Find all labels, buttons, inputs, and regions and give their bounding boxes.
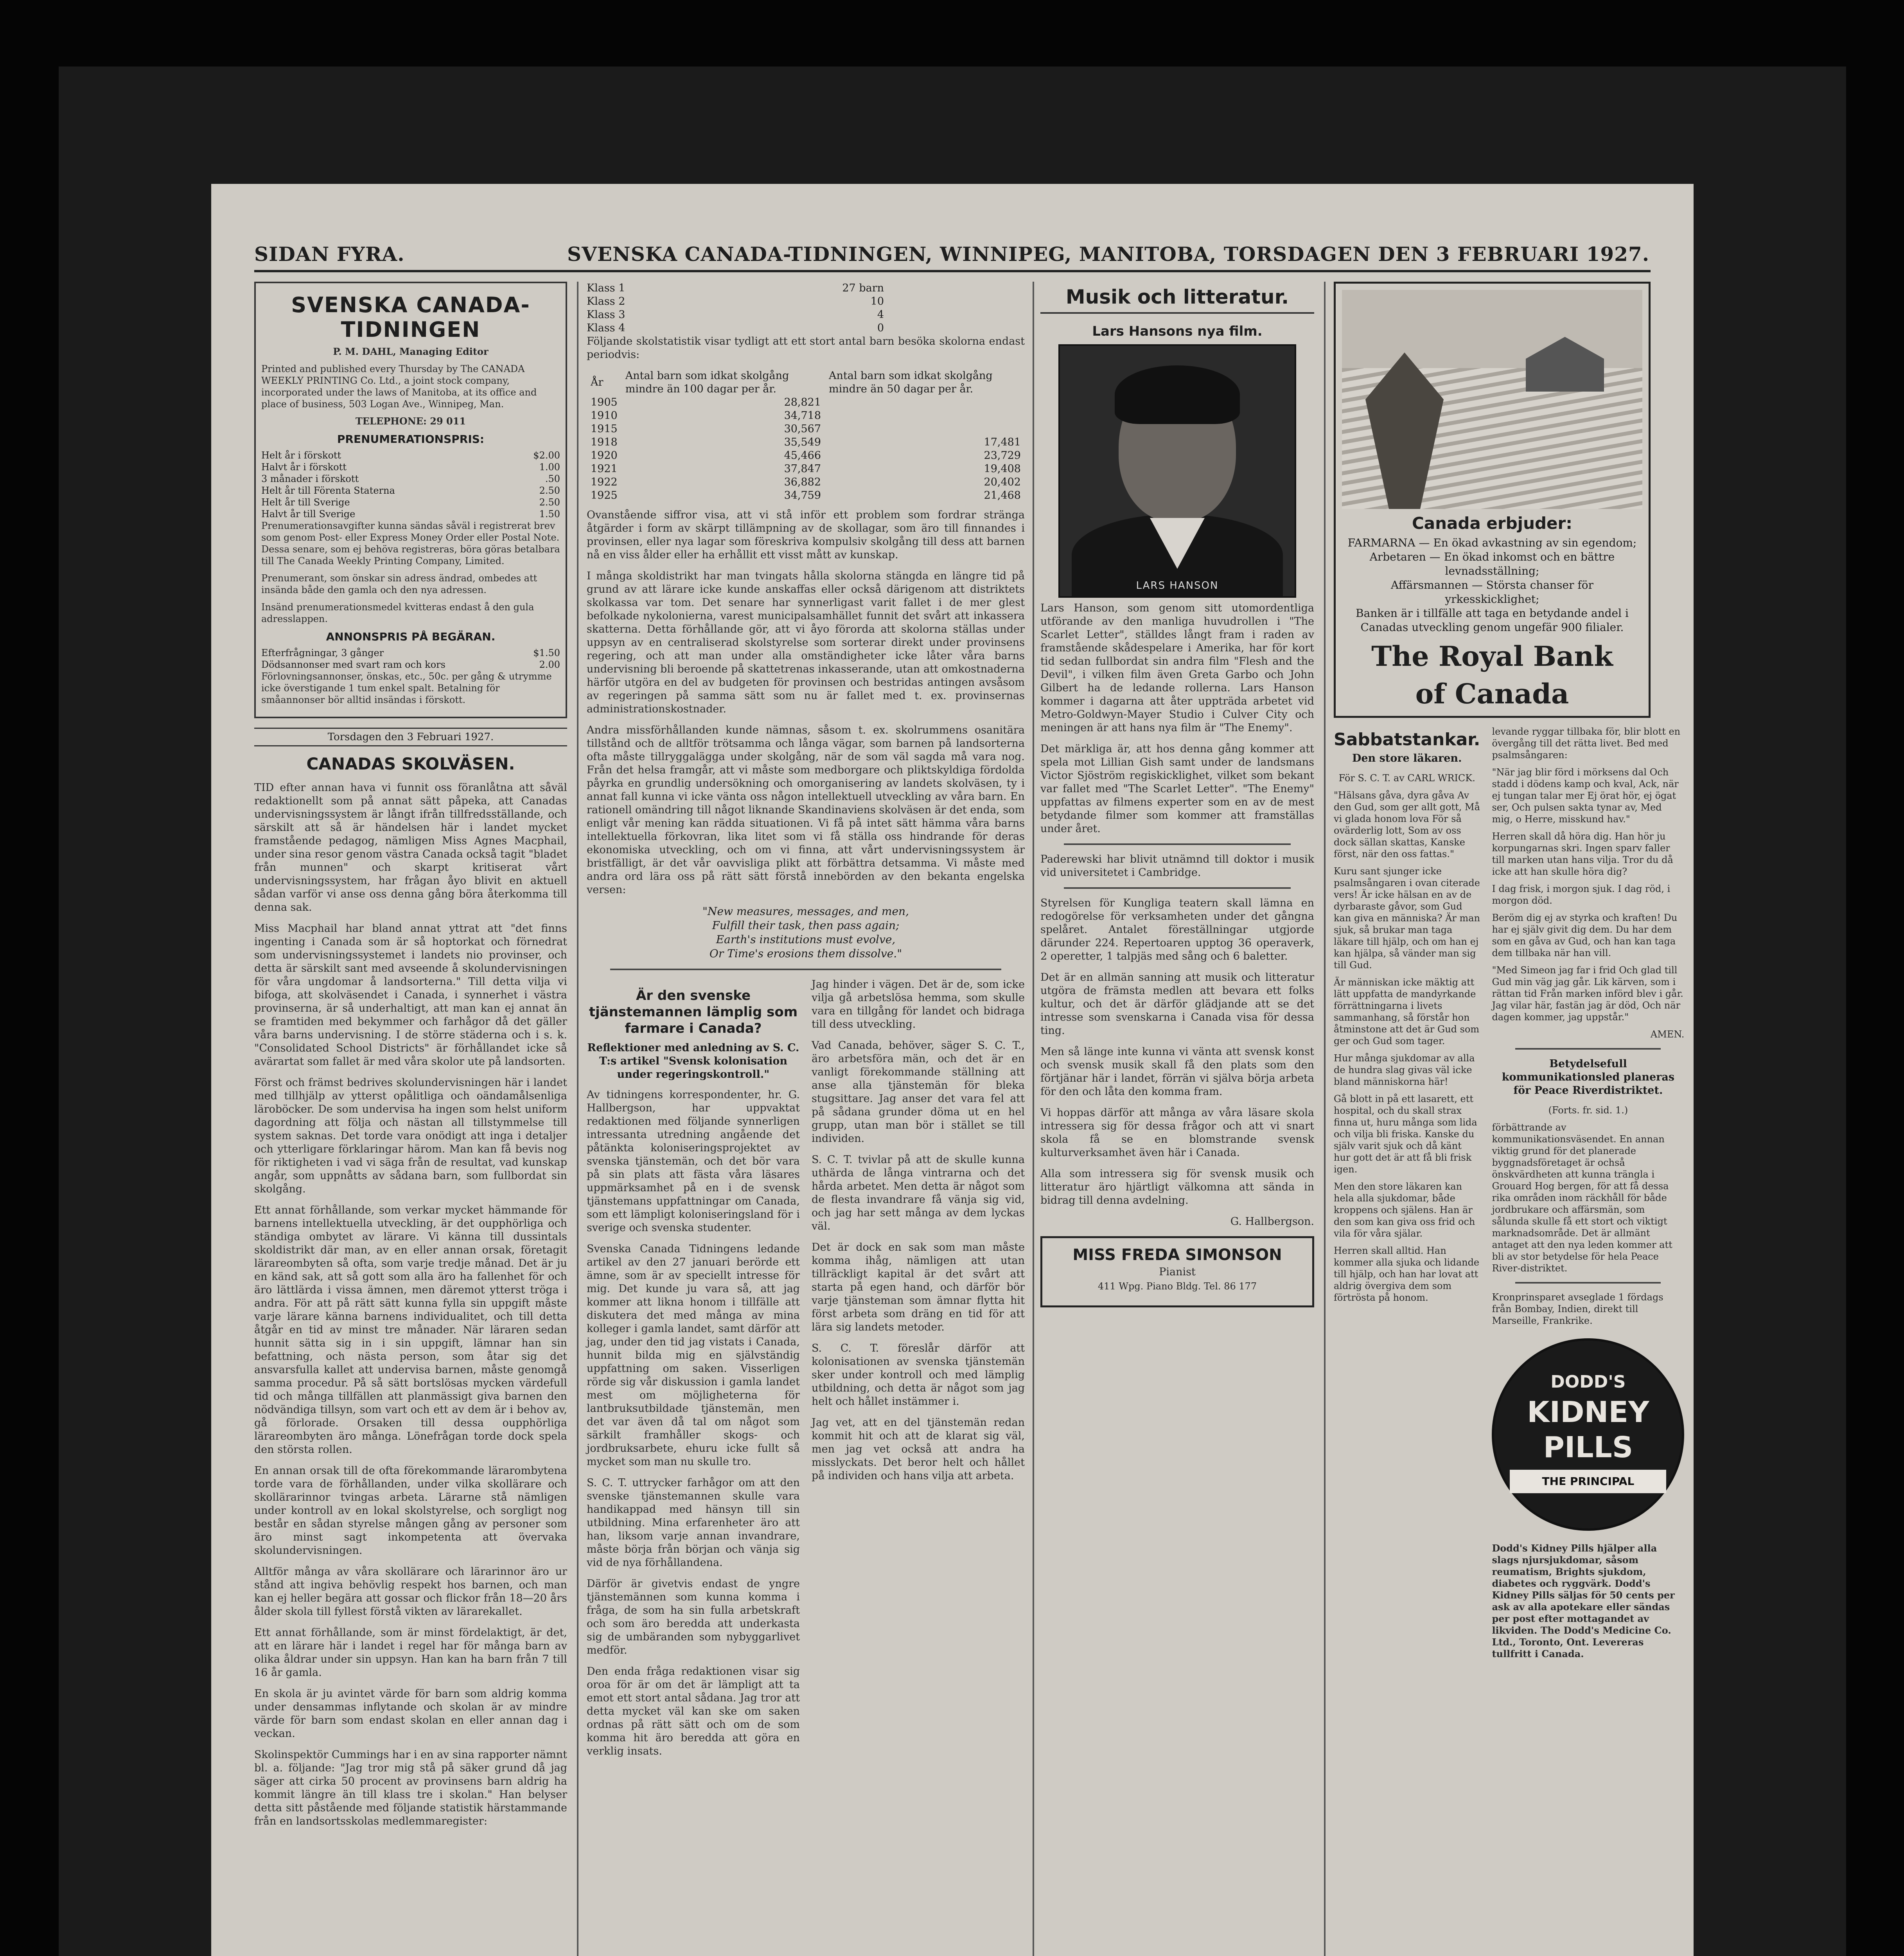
table-cell xyxy=(825,409,1025,422)
article-right-column xyxy=(812,978,1025,1766)
article-paragraph: S. C. T. föreslår därför att kolonisationen av svenska tjänstemän sker under kontroll och med lämplig utbildning, och detta är något som jag helt och hållet instämmer i. xyxy=(812,1342,1025,1408)
article-subheadline: Reflektioner med anledning av S. C. T:s artikel "Svensk kolonisation under regeringskontroll." xyxy=(587,1042,799,1080)
article-paragraph: Är människan icke mäktig att lätt uppfatta de mandyrkande förrättningarna i livets sammanhang, så förstår hon åtminstone att det är Gud som ger och Gud som tager. xyxy=(1334,977,1480,1046)
table-cell: 19,408 xyxy=(984,463,1021,475)
table-cell: 21,468 xyxy=(984,489,1021,502)
ad-name: MISS FREDA SIMONSON xyxy=(1072,1246,1282,1264)
article-paragraph: Skolinspektör Cummings har i en av sina rapporter nämnt bl. a. följande: "Jag tror mig stå på säker grund då jag säger att cirka 50 procent av provinsens barn aldrig ha kommit längre än till klass tre i skolan." Han belyser detta sitt påstående med följande statistik härstammande från en landsortsskolas medlemmaregister: xyxy=(254,1749,567,1827)
price-list xyxy=(261,449,560,520)
article-paragraph: Jag hinder i vägen. Det är de, som icke vilja gå arbetslösa hemma, som skulle vara en tillgång för landet och bidraga till dess utveckling. xyxy=(812,978,1025,1030)
article-paragraph: I dag frisk, i morgon sjuk. I dag röd, i morgon död. xyxy=(1492,883,1670,906)
ad-note: Förlovningsannonser, önskas, etc., 50c. per gång & utrymme icke överstigande 1 tum enkel spalt. Betalning för småannonser bör alltid insändas i förskott. xyxy=(261,671,552,705)
table-row xyxy=(587,476,1025,489)
table-cell: 45,466 xyxy=(784,449,821,462)
article-paragraph: Först och främst bedrives skolundervisningen här i landet med tillhjälp av ytterst opålitliga och oändamålsenliga läroböcker. De som undervisa ha ingen som helst uniform dagordning att följa och nästan all tillstymmelse till system saknas. Det torde vara onödigt att inga i detaljer och ytterligare förklaringar härom. Man kan få bevis nog för riktigheten i vad vi säga från de resultat, vad kunskap angår, som uppnåtts av sådana barn, som fullbordat sin skolgång. xyxy=(254,1077,567,1195)
ad-line: Arbetaren — En ökad inkomst och en bättre levnadsställning; xyxy=(1369,550,1615,577)
article-paragraph: TID efter annan hava vi funnit oss föranlåtna att såväl redaktionellt som på annat sätt påpeka, att Canadas undervisningssystem är långt ifrån tillfredsställande, och särskilt att så är händelsen här i landet mycket framstående pedagog, nämligen Miss Agnes Macphail, under sina resor genom västra Canada också tagit "bladet från munnen" och skarpt kritiserat vårt undervisningssystem, har frågan åyo blivit en aktuell sådan varför vi anse oss denna gång böra återkomma till denna sak. xyxy=(254,782,567,913)
article-headline: Lars Hansons nya film. xyxy=(1092,324,1263,339)
table-cell: 1915 xyxy=(591,423,618,435)
article-paragraph: Kuru sant sjunger icke psalmsångaren i ovan citerade vers! Är icke hälsan en av de dyrbaraste gåvor, som Gud kan giva en människa? Är man sjuk, så brukar man taga läkare till hjälp, och om han ej kan hjälpa, så vänder man sig till Gud. xyxy=(1334,866,1480,971)
article-headline: CANADAS SKOLVÄSEN. xyxy=(306,754,515,773)
article-paragraph: En skola är ju avintet värde för barn som aldrig komma under densammas inflytande och skolan är av mindre värde för barn som endast skolan en eller annan dag i veckan. xyxy=(254,1688,567,1740)
ad-title: Pianist xyxy=(1159,1266,1196,1278)
price-row: Helt år till Sverige 2.50 xyxy=(261,497,560,508)
article-paragraph: Det är dock en sak som man måste komma ihåg, nämligen att utan tillräckligt kapital är det svårt att starta på egen hand, och därför bör varje tjänsteman som ämnar flytta hit först arbeta som dräng en tid för att lära sig landets metoder. xyxy=(812,1241,1025,1333)
price-row: Helt år till Förenta Staterna 2.50 xyxy=(261,485,560,496)
table-cell: 28,821 xyxy=(784,396,821,408)
article-paragraph: S. C. T. tvivlar på att de skulle kunna uthärda de långa vintrarna och det hårda arbetet. Men detta är något som de flesta invandrare få vänja sig vid, och jag har sett många av dem lyckas väl. xyxy=(812,1154,1025,1232)
article-paragraph: förbättrande av kommunikationsväsendet. En annan viktig grund för det planerade byggnadsföretaget är ochså önskvärdheten att kunna trängla i Grouard Hog bergen, för att få dessa rika områden inom räckhåll för både jordbrukare och affärsmän, som sålunda skulle få ett stort och viktigt marknadsområde. Det är allmänt antaget att den nya leden kommer att bli av stor betydelse för hela Peace River-distriktet. xyxy=(1492,1122,1672,1274)
ad-line: Banken är i tillfälle att taga en betydande andel i Canadas utveckling genom ungefär 900 filialer. xyxy=(1356,607,1629,634)
article-paragraph: Vi hoppas därför att många av våra läsare skola intressera sig för dessa frågor och att vi snart skola få se en blomstrande svensk kulturverksamhet även här i Canada. xyxy=(1040,1107,1314,1159)
sabbat-right xyxy=(1492,726,1684,1665)
nameplate-box xyxy=(254,282,567,718)
sabbat-left xyxy=(1334,726,1480,1665)
article-paragraph: Ett annat förhållande, som är minst fördelaktigt, är det, att en lärare här i landet i regel har för många barn av olika åldrar under sin uppsyn. Han kan ha barn från 7 till 16 år gamla. xyxy=(254,1627,567,1679)
two-column-article xyxy=(587,978,1025,1766)
table-row xyxy=(587,489,1025,502)
article-paragraph: Det är en allmän sanning att musik och litteratur utgöra de främsta medlen att bevara ett folks kultur, och det är därför glädjande att se det intresse som svenskarna i Canada visa för dessa ting. xyxy=(1040,971,1314,1037)
price-row: Halvt år i förskott 1.00 xyxy=(261,462,560,473)
sabbat-section xyxy=(1334,726,1685,1665)
price-row: Dödsannonser med svart ram och kors 2.00 xyxy=(261,659,560,670)
article-paragraph: Gå blott in på ett lasarett, ett hospital, och du skall strax finna ut, huru många som lida och vilja bli friska. Kanske du själv varit sjuk och då känt hur gott det är att få bli frisk igen. xyxy=(1334,1093,1477,1175)
continuation-note: (Forts. fr. sid. 1.) xyxy=(1548,1105,1628,1116)
article-paragraph: Svenska Canada Tidningens ledande artikel av den 27 januari berörde ett ämne, som är av speciellt intresse för mig. Det kunde ju vara så, att jag kommer att likna honom i tillfälle att diskutera det med många av mina kolleger i gamla landet, samt därför att jag, under den tid jag vistats i Canada, hunnit bilda mig en självständig uppfattning om saken. Visserligen rörde sig vår diskussion i gamla landet mest om möjligheterna för lantbruksutbildade tjänstemän, men det var även då tal om något som särkilt framhåller skogs- och jordbruksarbete, ehuru icke fullt så mycket som man nu skulle tro. xyxy=(587,1243,800,1468)
article-paragraph: Paderewski har blivit utnämnd till doktor i musik vid universitetet i Cambridge. xyxy=(1040,853,1314,879)
table-cell: 36,882 xyxy=(784,476,821,488)
subscription-note: Prenumerant, som önskar sin adress ändrad, ombedes att insända både den gamla och den nya adressen. xyxy=(261,573,537,595)
paper-dateline-header: SVENSKA CANADA-TIDNINGEN, WINNIPEG, MANITOBA, TORSDAGEN DEN 3 FEBRUARI 1927. xyxy=(567,243,1650,266)
table-cell: 1910 xyxy=(591,410,618,422)
table-cell: 1918 xyxy=(591,436,618,448)
article-left-column xyxy=(587,978,800,1766)
table-cell: 30,567 xyxy=(784,423,821,435)
article-paragraph: Ovanstående siffror visa, att vi stå inför ett problem som fordrar stränga åtgärder i form av skärpt tillämpning av de skollagar, som äro till finnandes i provinsen, eller nya lagar som föreskriva kompulsiv skolgång till dess att barnen nå en viss ålder eller ha erhållit ett visst mått av kunskap. xyxy=(587,509,1025,561)
table-row xyxy=(587,409,1025,422)
portrait-caption: LARS HANSON xyxy=(1136,580,1219,591)
article-paragraph: Alltför många av våra skollärare och lärarinnor äro ur stånd att ingiva behövlig respekt hos barnen, och man kan ej heller begära att gossar och flickor från 18—20 års ålder skola till fyllest förstå vikten av lärarekallet. xyxy=(254,1566,567,1618)
class-row: Klass 1 27 barn xyxy=(587,282,884,294)
article-paragraph: levande ryggar tillbaka för, blir blott en övergång till det rätta livet. Bed med psalmsångaren: xyxy=(1492,726,1681,760)
article-paragraph: Men så länge inte kunna vi vänta att svensk konst och svensk musik skall få den plats som den förtjänar här i landet, förrän vi själva börja arbeta för den och låta den komma fram. xyxy=(1040,1046,1314,1098)
article-paragraph: Men den store läkaren kan hela alla sjukdomar, både kroppens och själens. Han är den som kan giva oss frid och vila för våra själar. xyxy=(1334,1181,1475,1239)
price-row: Halvt år till Sverige 1.50 xyxy=(261,509,560,520)
article-headline: Är den svenske tjänstemannen lämplig som farmare i Canada? xyxy=(589,988,798,1036)
pill-ad-text: Dodd's Kidney Pills hjälper alla slags njursjukdomar, såsom reumatism, Brights sjukdom, diabetes och ryggvärk. Dodd's Kidney Pills säljas för 50 cents per ask av alla apotekare eller sändas per post efter mottagandet av likviden. The Dodd's Medicine Co. Ltd., Toronto, Ont. Levereras tullfritt i Canada. xyxy=(1492,1543,1675,1659)
table-cell: 34,718 xyxy=(784,410,821,422)
signature: G. Hallbergson. xyxy=(1230,1215,1314,1228)
subscription-note: Prenumerationsavgifter kunna sändas såväl i registrerat brev som genom Post- eller Express Money Order eller Postal Note. Dessa senare, som ej behöva registreras, böra göras betalbara till The Canada Weekly Printing Company, Limited. xyxy=(261,520,560,566)
page-header xyxy=(254,243,1651,272)
column-3 xyxy=(1040,282,1314,1956)
table-cell: 1921 xyxy=(591,463,618,475)
column-4 xyxy=(1334,282,1685,1956)
article-paragraph: Därför är givetvis endast de yngre tjänstemännen som kunna komma i fråga, de som ha sin fulla arbetskraft och som äro beredda att underkasta sig de umbäranden som nybyggarlivet medför. xyxy=(587,1578,800,1656)
table-cell: 20,402 xyxy=(984,476,1021,488)
table-header: År xyxy=(591,376,604,388)
article-paragraph: En annan orsak till de ofta förekommande lärarombytena torde vara de förhållanden, under vilka skollärare och skollärarinnor tvingas arbeta. Lärarne stå nämligen under kontroll av en lokal skolstyrelse, och sorgligt nog består en sådan styrelse mången gång av personer som äro minst sagt inkompetenta att övervaka skolundervisningen. xyxy=(254,1465,567,1557)
portrait-photo xyxy=(1058,344,1296,598)
section-heading: Sabbatstankar. xyxy=(1334,730,1480,750)
article-paragraph: Herren skall alltid. Han kommer alla sjuka och lidande till hjälp, och han har lovat att aldrig övergiva dem som förtrösta på honom. xyxy=(1334,1245,1480,1303)
class-counts xyxy=(587,282,1025,335)
article-paragraph: Ett annat förhållande, som verkar mycket hämmande för barnens intellektuella utveckling, är det oupphörliga och ständiga ombytet av lärare. Vi känna till dussintals skoldistrikt där man, av en eller annan orsak, företagit lärareombyten så ofta, som varje tredje månad. Det är ju en känd sak, att så gott som alla äro ha fallenhet för och äro lättlärda i vissa ämnen, men däremot ytterst tröga i andra. För att på rätt sätt kunna fylla sin uppgift måste varje lärare känna barnens individualitet, och till detta åtgår en tid av minst tre månader. När läraren sedan hunnit sätta sig in i sin uppgift, lämnar han sin befattning, och nästa person, som åtar sig det ansvarsfulla kallet att undervisa barnen, måste genomgå samma procedur. På så sätt bortslösas mycken värdefull tid och många tillfällen att planmässigt giva barnen den nödvändiga tillsyn, som vart och ett av dem är i behov av, gå förlorade. Orsaken till dessa oupphörliga lärareombyten äro många. Lönefrågan torde dock spela den största rollen. xyxy=(254,1204,567,1456)
ad-line: Affärsmannen — Största chanser för yrkesskicklighet; xyxy=(1391,579,1593,606)
amen: AMEN. xyxy=(1650,1029,1685,1040)
article-paragraph: "När jag blir förd i mörksens dal Och stadd i dödens kamp och kval, Ack, när ej tungan talar mer Ej örat hör, ej ögat ser, Och pulsen sakta tynar av, Med mig, o Herre, misskund hav." xyxy=(1492,767,1679,825)
article-paragraph: Vad Canada, behöver, säger S. C. T., äro arbetsföra män, och det är en vanligt förekommande ställning att anse alla tjänstemän för bleka stugsittare. Jag anser det vara fel att på sådana grunder döma ut en hel grupp, utan man bör i stället se till individen. xyxy=(812,1039,1025,1145)
table-row xyxy=(587,436,1025,449)
table-cell: 37,847 xyxy=(784,463,821,475)
column-rule xyxy=(577,282,578,1956)
verse-quote: "New measures, messages, and men, Fulfill their task, then pass again; Earth's institutions must evolve, Or Time's erosions them dissolve." xyxy=(702,905,909,960)
table-row xyxy=(587,396,1025,409)
article-paragraph: Den enda fråga redaktionen visar sig oroa för är om det är lämpligt att ta emot ett stort antal sådana. Jag tror att detta mycket väl kan ske om saken ordnas på rätt sätt och om de som komma hit äro beredda att göra en verklig insats. xyxy=(587,1665,800,1757)
ad-line: FARMARNA — En ökad avkastning av sin egendom; xyxy=(1347,536,1637,549)
table-cell: 23,729 xyxy=(984,449,1021,462)
ad-headline: Canada erbjuder: xyxy=(1412,514,1573,533)
table-cell: 1905 xyxy=(591,396,618,408)
column-rule xyxy=(1324,282,1326,1956)
article-paragraph: Lars Hanson, som genom sitt utomordentliga utförande av den manliga huvudrollen i "The Scarlet Letter", ställdes långt fram i raden av framstående skådespelare i Amerika, har för kort tid sedan fullbordat sin andra film "Flesh and the Devil", i vilken film även Greta Garbo och John Gilbert ha de ledande rollerna. Lars Hanson kommer i dagarna att åter uppträda arbetet vid Metro-Goldwyn-Mayer Studio i Culver City och meningen är att hans nya film är "The Enemy". xyxy=(1040,602,1314,734)
table-header: Antal barn som idkat skolgång mindre än 100 dagar per år. xyxy=(625,370,789,395)
farm-illustration xyxy=(1342,290,1642,509)
table-header: Antal barn som idkat skolgång mindre än 50 dagar per år. xyxy=(829,370,993,395)
table-intro: Följande skolstatistik visar tydligt att ett stort antal barn besöka skolorna endast periodvis: xyxy=(587,335,1025,361)
table-cell xyxy=(825,396,1025,409)
attendance-table xyxy=(587,369,1025,502)
table-cell: 17,481 xyxy=(984,436,1021,448)
article-paragraph: Beröm dig ej av styrka och kraften! Du har ej själv givit dig dem. Du har dem som en gåva av Gud, och han kan taga dem tillbaka när han vill. xyxy=(1492,912,1678,958)
bank-name: of Canada xyxy=(1415,678,1569,710)
column-rule xyxy=(1033,282,1034,1956)
article-paragraph: Jag vet, att en del tjänstemän redan kommit hit och att de klarat sig väl, men jag vet också att andra ha misslyckats. Det beror helt och hållet på individen och hans vilja att arbeta. xyxy=(812,1417,1025,1482)
table-cell: 1920 xyxy=(591,449,618,462)
dodds-pills-logo: DODD'S KIDNEY PILLS THE PRINCIPAL xyxy=(1492,1338,1684,1531)
newspaper-page xyxy=(211,184,1694,1956)
section-heading: Musik och litteratur. xyxy=(1040,286,1314,314)
table-cell: 1922 xyxy=(591,476,618,488)
subscription-note: Insänd prenumerationsmedel kvitteras endast å den gula adresslappen. xyxy=(261,602,534,624)
divider xyxy=(1064,843,1291,845)
article-paragraph: Styrelsen för Kungliga teatern skall lämna en redogörelse för verksamheten under det gångna spelåret. Antalet föreställningar utgjorde därunder 224. Repertoaren upptog 36 operaverk, 2 operetter, 1 talpjäs med sång och 6 baletter. xyxy=(1040,897,1314,962)
news-note: Kronprinsparet avseglade 1 fördags från Bombay, Indien, direkt till Marseille, Frankrike. xyxy=(1492,1292,1663,1326)
pianist-ad xyxy=(1040,1236,1314,1307)
article-paragraph: Herren skall då höra dig. Han hör ju korpungarnas skri. Ingen sparv faller till marken utan hans vilja. Tror du då icke att han skulle höra dig? xyxy=(1492,831,1673,877)
column-1 xyxy=(254,282,567,1956)
page-label: SIDAN FYRA. xyxy=(254,243,405,266)
table-cell: 1925 xyxy=(591,489,618,502)
article-paragraph: S. C. T. uttrycker farhågor om att den svenske tjänstemannen skulle vara handikappad med hänsyn till sin utbildning. Mina erfarenheter äro att han, liksom varje annan invandrare, måste börja från början och vänja sig vid de nya förhållandena. xyxy=(587,1477,800,1569)
article-paragraph: Miss Macphail har bland annat yttrat att "det finns ingenting i Canada som är så hoptorkat och förnedrat som undervisningssystemet i landets nio provinser, och detta är särskilt sant med avseende å skolundervisningen för våra ungdomar å landsorterna." Till detta vilja vi bifoga, att skolväsendet i Canada, i synnerhet i västra provinserna, är så underhaltigt, att man kan ej annat än se framtiden med bekymmer och farhågor då det gäller våra barns undervisning. I de större städerna och i s. k. "Consolidated School Districts" är förhållandet icke så avärartat som fallet är med våra skolor ute på landsorten. xyxy=(254,922,567,1068)
article-paragraph: Av tidningens korrespondenter, hr. G. Hallbergson, har uppvaktat redaktionen med följande synnerligen intressanta utredning angående det påtänkta koloniseringsprojektet av svenska tjänstemän, och det bör vara på sin plats att fästa våra läsares uppmärksamhet på en i de svensk tjänstemans uppfattningar om Canada, som ett lämpligt koloniseringsland för i sverige och svenska studenter. xyxy=(587,1089,800,1234)
issue-date: Torsdagen den 3 Februari 1927. xyxy=(254,728,567,746)
table-row xyxy=(587,449,1025,462)
ad-address: 411 Wpg. Piano Bldg. Tel. 86 177 xyxy=(1097,1281,1257,1292)
divider xyxy=(1515,1282,1661,1284)
article-headline: Betydelsefull kommunikationsled planeras för Peace Riverdistriktet. xyxy=(1502,1058,1675,1097)
byline: För S. C. T. av CARL WRICK. xyxy=(1338,773,1475,784)
bank-name: The Royal Bank xyxy=(1371,640,1613,672)
column-2 xyxy=(587,282,1025,1956)
article-paragraph: Det märkliga är, att hos denna gång kommer att spela mot Lillian Gish samt under de landsmans Victor Sjöström regiskicklighet, vilket som bekant var fallet med "The Scarlet Letter". "The Enemy" uppfattas av filmens experter som en av de mest betydande filmer som kommer att framställas under året. xyxy=(1040,743,1314,835)
table-row xyxy=(587,462,1025,476)
class-row: Klass 3 4 xyxy=(587,309,884,321)
telephone: TELEPHONE: 29 011 xyxy=(355,415,466,427)
table-cell: 35,549 xyxy=(784,436,821,448)
publisher-info: Printed and published every Thursday by The CANADA WEEKLY PRINTING Co. Ltd., a joint stock company, incorporated under the laws of Manitoba, at its office and place of business, 503 Logan Ave., Winnipeg, Man. xyxy=(261,363,537,410)
paper-nameplate: SVENSKA CANADA-TIDNINGEN xyxy=(291,293,530,342)
divider xyxy=(610,969,1001,970)
subscription-heading: PRENUMERATIONSPRIS: xyxy=(337,433,485,446)
divider xyxy=(1064,887,1291,889)
table-cell: 34,759 xyxy=(784,489,821,502)
royal-bank-ad xyxy=(1334,282,1651,718)
price-row: Efterfrågningar, 3 gånger $1.50 xyxy=(261,647,560,658)
table-cell xyxy=(825,422,1025,436)
article-paragraph: Hur många sjukdomar av alla de hundra slag givas väl icke bland människorna här! xyxy=(1334,1053,1475,1087)
class-row: Klass 4 0 xyxy=(587,322,884,334)
class-row: Klass 2 10 xyxy=(587,295,884,307)
article-paragraph: "Med Simeon jag far i frid Och glad till Gud min väg jag går. Lik kärven, som i rättan tid Från marken införd blev i går. Jag vilar här, fastän jag är död, Och när dagen kommer, jag uppstår." xyxy=(1492,965,1683,1023)
divider xyxy=(1515,1048,1661,1050)
article-paragraph: Andra missförhållanden kunde nämnas, såsom t. ex. skolrummens osanitära tillstånd och de alltför trötsamma och långa vägar, som barnen på landsorterna ofta måste tillryggalägga under skolgång, när de som väl sagda må vara nog. Från det helsa framgår, att vi måste som medborgare och pliktskyldiga fördolda påyrka en grundlig undersökning och omorganisering av landets skolväsen, ty i annat fall kunna vi icke vänta oss någon intellektuell utveckling av våra barn. En rationell omändring till något liknande Skandinaviens skolväsen är det enda, som enligt vår mening kan rädda situationen. Vi få på intet sätt hämma våra barns intellektuella förkovran, lika litet som vi få ställa oss hindrande för deras ekonomiska utveckling, och om vi finna, att vårt undervisningssystem är bristfälligt, är det vår oavvisliga plikt att förbättra detsamma. Vi måste med andra ord lära oss på rätt sätt förstå innebörden av den bekanta engelska versen: xyxy=(587,724,1025,896)
article-paragraph: Alla som intressera sig för svensk musik och litteratur äro hjärtligt välkomna att sända in bidrag till denna avdelning. xyxy=(1040,1168,1314,1206)
article-paragraph: "Hälsans gåva, dyra gåva Av den Gud, som ger allt gott, Må vi glada honom lova För så ovärderlig lott, Som av oss dock sällan skattas, Kanske först, när den oss fattas." xyxy=(1334,790,1480,859)
ad-price-heading: ANNONSPRIS PÅ BEGÄRAN. xyxy=(326,630,496,643)
table-row xyxy=(587,422,1025,436)
table-header-row xyxy=(587,369,1025,396)
article-subheadline: Den store läkaren. xyxy=(1352,752,1462,764)
price-row: 3 månader i förskott .50 xyxy=(261,473,560,484)
article-paragraph: I många skoldistrikt har man tvingats hålla skolorna stängda en längre tid på grund av att lärare icke kunde anskaffas eller också därigenom att distriktets skolkassa var tom. Det senare har synnerligast varit fallet i de mer glest befolkade nykolonierna, varest municipalsamhället funnit det svårt att inkassera skatterna. Detta förhållande gör, att vi åyo förorda att skolorna ställas under uppsyn av en centraliserad skolstyrelse som sorterar direkt under provinsens regering, och att man under alla omständigheter icke låter våra barns undervisning bli beroende på skattetrenas inkasserande, utan att omkostnaderna härför utgöra en del av budgeten för provinsen och bestridas antingen avsåsom av regeringen på samma sätt som nu är fallet med t. ex. provinsernas administrationskostnader. xyxy=(587,570,1025,715)
price-row: Helt år i förskott $2.00 xyxy=(261,450,560,461)
editor-line: P. M. DAHL, Managing Editor xyxy=(333,346,489,357)
